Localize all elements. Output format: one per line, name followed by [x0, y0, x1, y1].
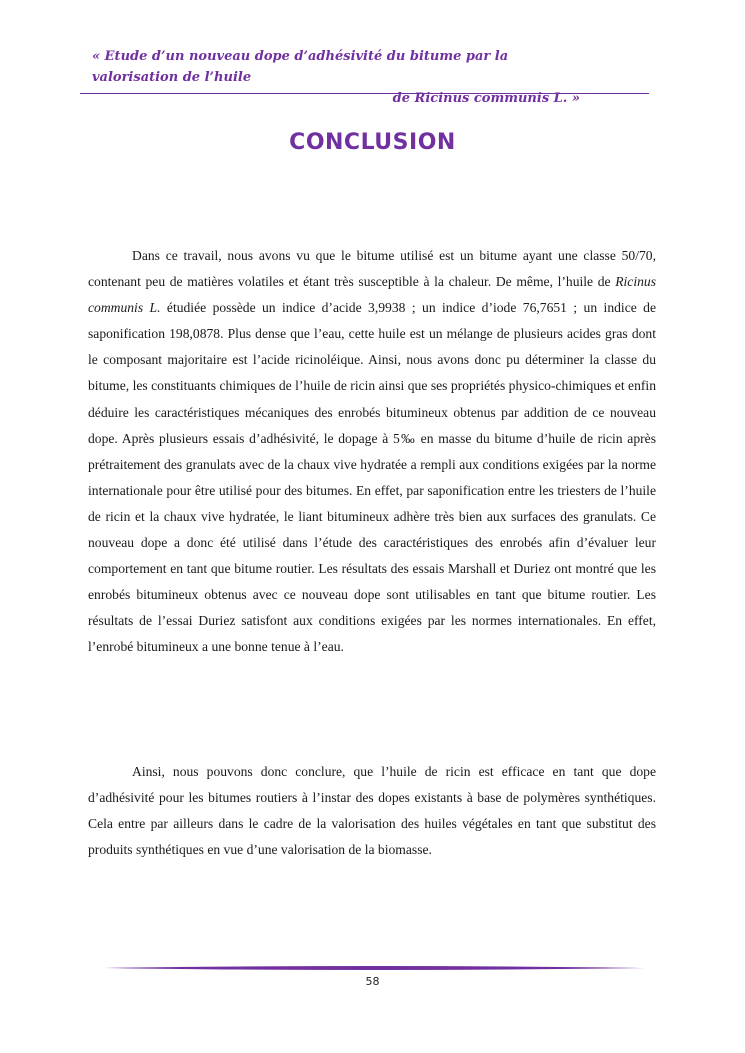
paragraph-2-text: Ainsi, nous pouvons donc conclure, que l’huile de ricin est efficace en tant que dope d’adhésivité pour les bitumes routiers à l’instar des dopes existants à base de polymères synthétiques. Cela entre par ailleurs dans le cadre de la valorisation des huiles végétales en tant que substitut des produits synthétiques en vue d’une valorisation de la biomasse. [88, 764, 656, 858]
species-name-italic: Ricinus communis L. [88, 274, 656, 316]
conclusion-paragraph-2 [88, 759, 656, 863]
footer-ornament-rule [104, 965, 644, 971]
running-header-line-1: « Etude d’un nouveau dope d’adhésivité du bitume par la valorisation de l’huile [92, 49, 509, 85]
conclusion-paragraph-1 [88, 243, 656, 661]
running-header [80, 46, 580, 109]
running-header-line-2: de Ricinus communis L. » [392, 91, 580, 106]
page-number: 58 [365, 975, 380, 988]
chapter-title: CONCLUSION [289, 130, 456, 155]
header-divider [80, 93, 649, 94]
paragraph-1-part-a: Dans ce travail, nous avons vu que le bitume utilisé est un bitume ayant une classe 50/70, contenant peu de matières volatiles et étant très susceptible à la chaleur. De même, l’huile de [88, 248, 656, 290]
paragraph-1-text [88, 243, 656, 661]
paragraph-1-part-b: étudiée possède un indice d’acide 3,9938 ; un indice d’iode 76,7651 ; un indice de saponification 198,0878. Plus dense que l’eau, cette huile est un mélange de plusieurs acides gras dont le composant majoritaire est l’acide ricinoléique. Ainsi, nous avons donc pu déterminer la classe du bitume, les constituants chimiques de l’huile de ricin ainsi que ses propriétés physico-chimiques et enfin déduire les caractéristiques mécaniques des enrobés bitumineux obtenus par addition de ce nouveau dope. Après plusieurs essais d’adhésivité, le dopage à 5‰ en masse du bitume d’huile de ricin après prétraitement des granulats avec de la chaux vive hydratée a rempli aux conditions exigées par la norme internationale pour être utilisé pour des bitumes. En effet, par saponification entre les triesters de l’huile de ricin et la chaux vive hydratée, le liant bitumineux adhère très bien aux surfaces des granulats. Ce nouveau dope a donc été utilisé dans l’étude des caractéristiques des enrobés afin d’évaluer leur comportement en tant que bitume routier. Les résultats des essais Marshall et Duriez ont montré que les enrobés bitumineux obtenus avec ce nouveau dope sont utilisables en tant que bitume routier. Les résultats de l’essai Duriez satisfont aux conditions exigées par les normes internationales. En effet, l’enrobé bitumineux a une bonne tenue à l’eau. [88, 300, 657, 655]
